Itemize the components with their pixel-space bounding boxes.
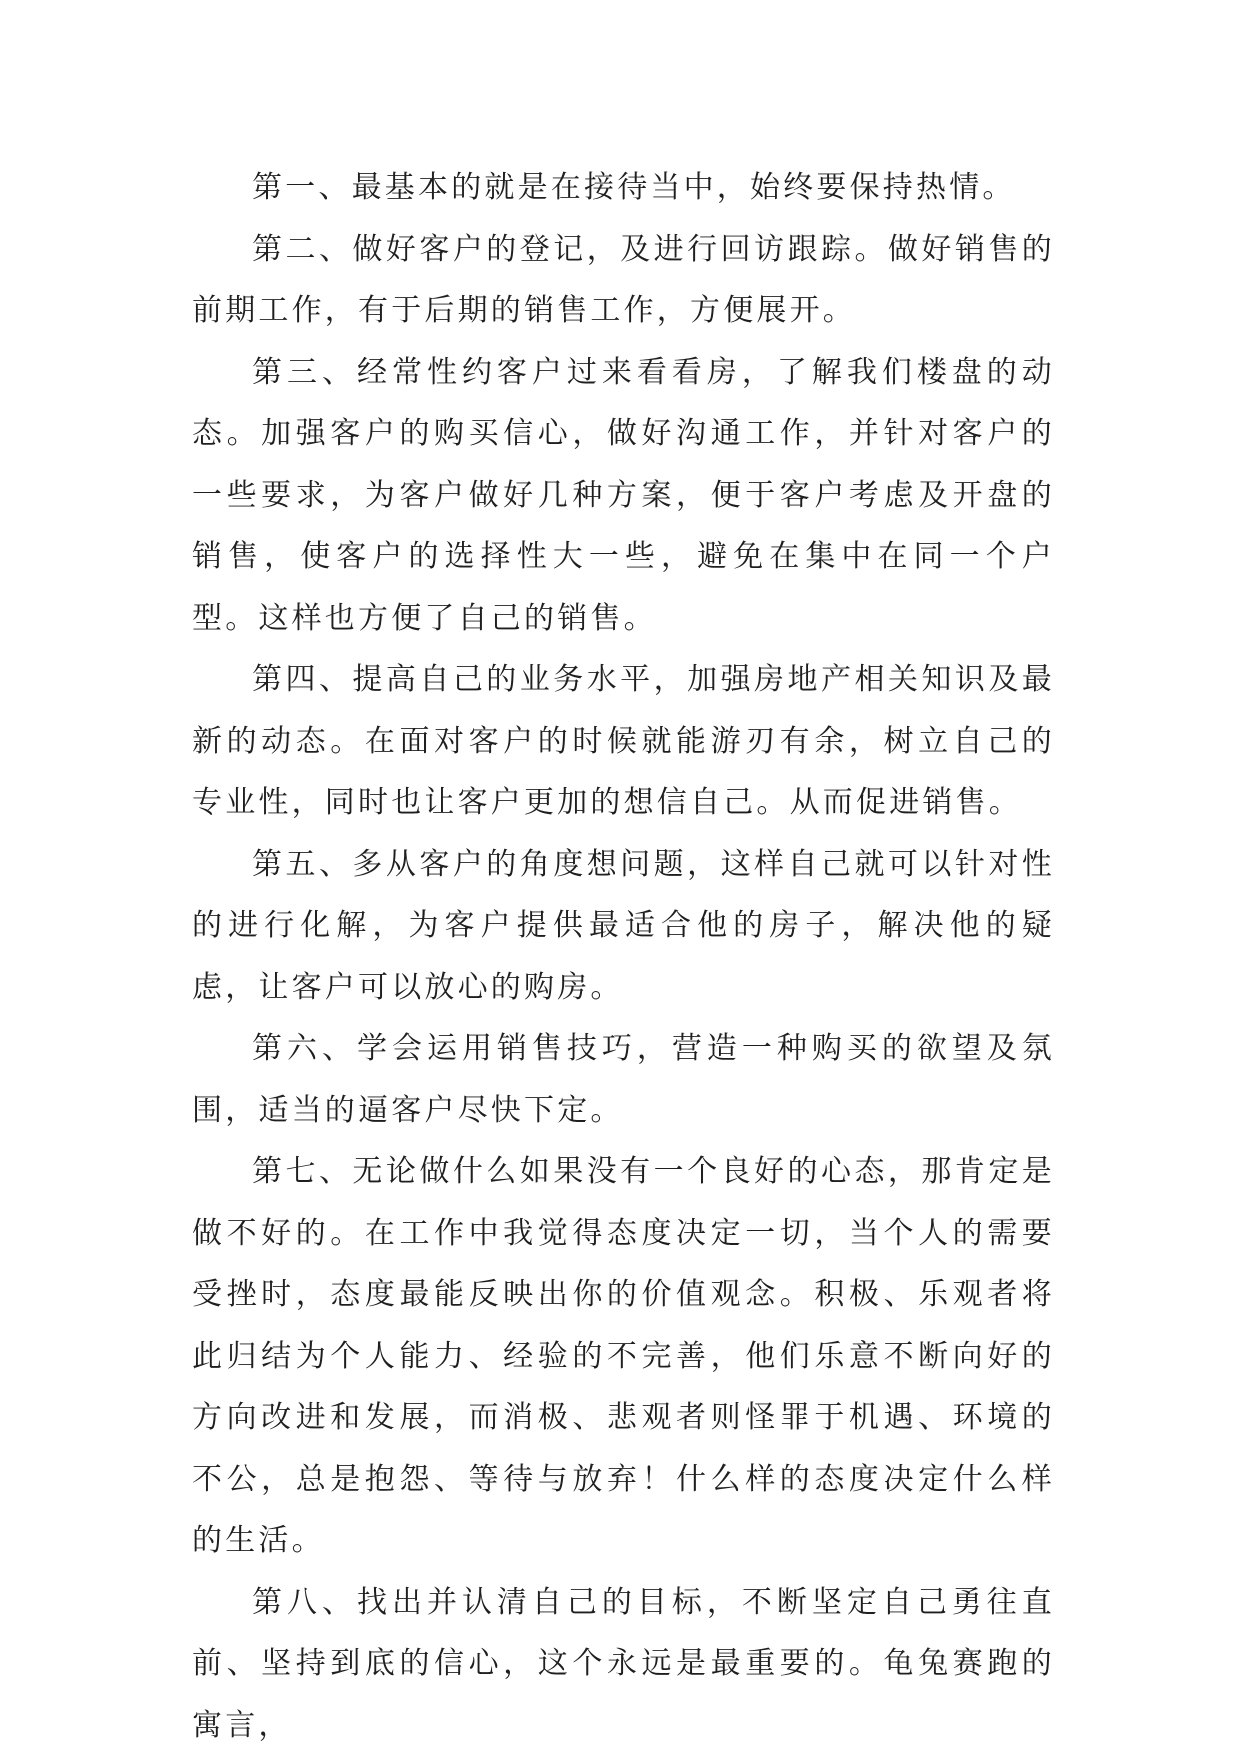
paragraph-8: 第八、找出并认清自己的目标，不断坚定自己勇往直前、坚持到底的信心，这个永远是最重要的。龟兔赛跑的寓言， (192, 1572, 1055, 1756)
paragraph-4: 第四、提高自己的业务水平，加强房地产相关知识及最新的动态。在面对客户的时候就能游刃有余，树立自己的专业性，同时也让客户更加的想信自己。从而促进销售。 (192, 649, 1055, 834)
paragraph-6: 第六、学会运用销售技巧，营造一种购买的欲望及氛围，适当的逼客户尽快下定。 (192, 1018, 1055, 1141)
document-body (192, 157, 1055, 1756)
paragraph-5: 第五、多从客户的角度想问题，这样自己就可以针对性的进行化解，为客户提供最适合他的房子，解决他的疑虑，让客户可以放心的购房。 (192, 834, 1055, 1019)
paragraph-3: 第三、经常性约客户过来看看房，了解我们楼盘的动态。加强客户的购买信心，做好沟通工作，并针对客户的一些要求，为客户做好几种方案，便于客户考虑及开盘的销售，使客户的选择性大一些，避免在集中在同一个户型。这样也方便了自己的销售。 (192, 342, 1055, 650)
paragraph-7: 第七、无论做什么如果没有一个良好的心态，那肯定是做不好的。在工作中我觉得态度决定一切，当个人的需要受挫时，态度最能反映出你的价值观念。积极、乐观者将此归结为个人能力、经验的不完善，他们乐意不断向好的方向改进和发展，而消极、悲观者则怪罪于机遇、环境的不公，总是抱怨、等待与放弃！什么样的态度决定什么样的生活。 (192, 1141, 1055, 1572)
paragraph-1: 第一、最基本的就是在接待当中，始终要保持热情。 (192, 157, 1055, 219)
paragraph-2: 第二、做好客户的登记，及进行回访跟踪。做好销售的前期工作，有于后期的销售工作，方便展开。 (192, 219, 1055, 342)
